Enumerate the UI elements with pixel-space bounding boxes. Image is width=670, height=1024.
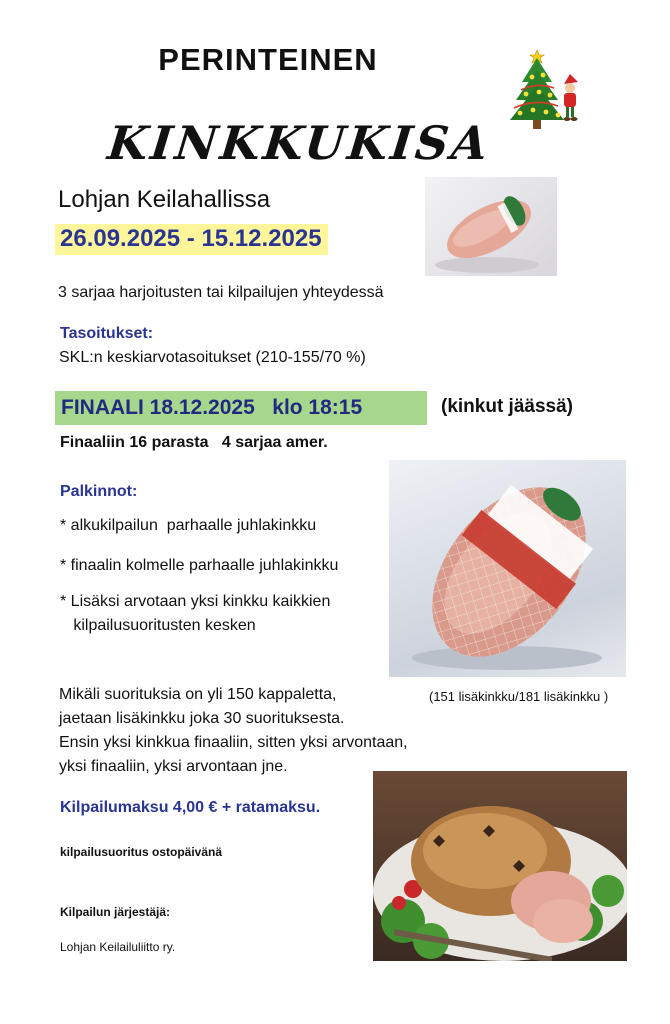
venue: Lohjan Keilahallissa: [58, 186, 271, 213]
info-line: Mikäli suorituksia on yli 150 kappaletta,: [59, 686, 337, 703]
prizes-heading: Palkinnot:: [60, 483, 138, 500]
handicap-text: SKL:n keskiarvotasoitukset (210-155/70 %): [59, 349, 366, 366]
info-line: Ensin yksi kinkkua finaaliin, sitten yksi arvontaan,: [59, 734, 408, 751]
final-details: Finaaliin 16 parasta 4 sarjaa amer.: [60, 434, 328, 451]
purchase-note: kilpailusuoritus ostopäivänä: [60, 845, 223, 859]
poster-subtitle: PERINTEINEN: [158, 42, 378, 77]
extra-ham-info: [59, 683, 408, 779]
ham-photo-large: [389, 460, 626, 677]
organizer-heading: Kilpailun järjestäjä:: [60, 905, 171, 919]
final-date-time: FINAALI 18.12.2025 klo 18:15: [61, 396, 363, 419]
ham-photo-small: [425, 177, 557, 276]
christmas-tree-icon: [506, 44, 582, 132]
entry-fee: Kilpailumaksu 4,00 € + ratamaksu.: [60, 799, 321, 816]
ham-photo-roast: [373, 771, 627, 961]
prize-item: * Lisäksi arvotaan yksi kinkku kaikkien: [60, 593, 331, 610]
final-note: (kinkut jäässä): [441, 396, 573, 417]
prize-item: * alkukilpailun parhaalle juhlakinkku: [60, 517, 317, 534]
prize-item: kilpailusuoritusten kesken: [60, 617, 256, 634]
poster-title: KINKKUKISA: [105, 116, 494, 170]
extra-ham-note: (151 lisäkinkku/181 lisäkinkku ): [429, 689, 609, 704]
organizer-name: Lohjan Keilailuliitto ry.: [60, 940, 176, 954]
info-line: yksi finaaliin, yksi arvontaan jne.: [59, 758, 288, 775]
competition-dates: 26.09.2025 - 15.12.2025: [55, 224, 328, 255]
handicap-heading: Tasoitukset:: [60, 325, 154, 342]
prize-item: * finaalin kolmelle parhaalle juhlakinkku: [60, 557, 339, 574]
info-line: jaetaan lisäkinkku joka 30 suorituksesta.: [59, 710, 345, 727]
series-info: 3 sarjaa harjoitusten tai kilpailujen yhteydessä: [58, 284, 384, 301]
